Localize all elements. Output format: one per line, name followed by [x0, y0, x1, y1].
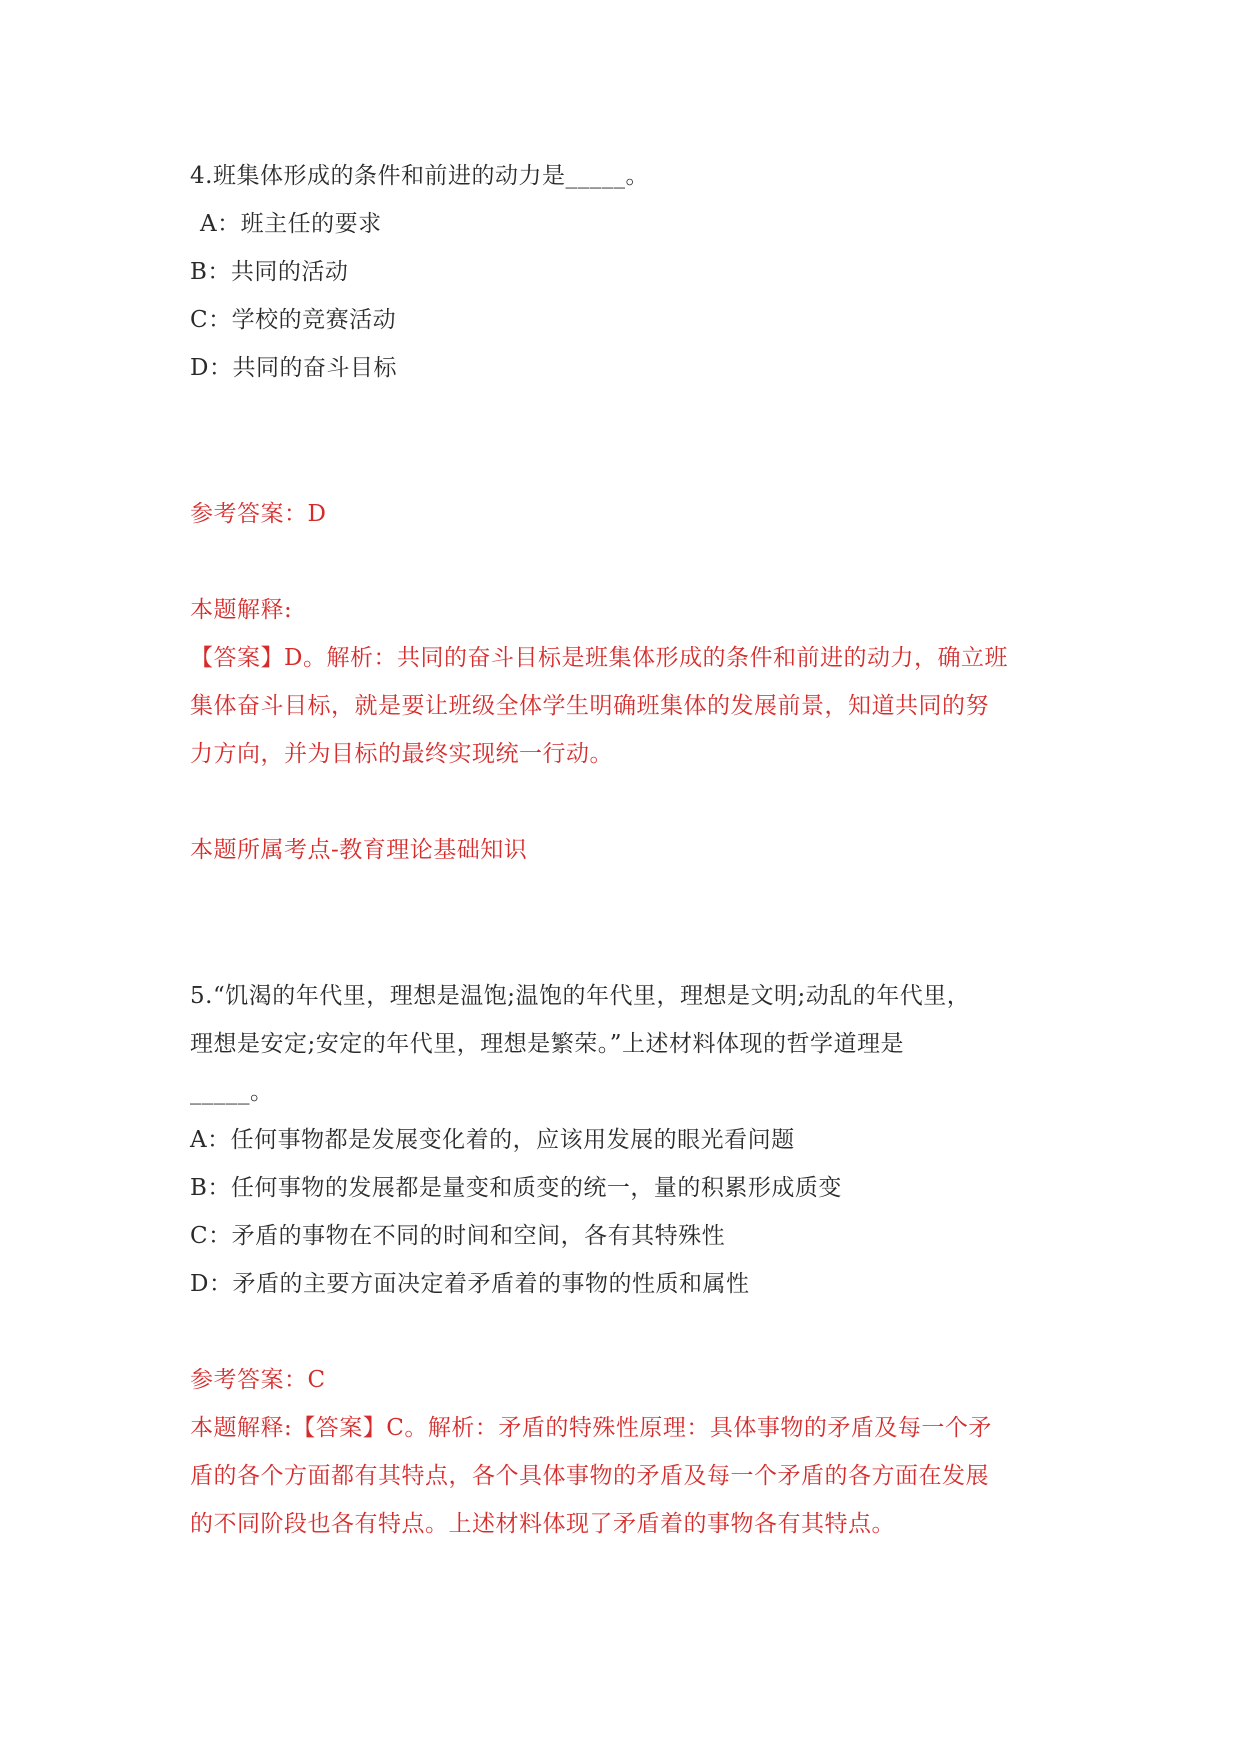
- q5-explanation-line-2: 盾的各个方面都有其特点，各个具体事物的矛盾及每一个矛盾的各方面在发展: [190, 1463, 989, 1489]
- q4-option-a: A：班主任的要求: [200, 211, 382, 237]
- q4-option-d: D：共同的奋斗目标: [190, 355, 397, 381]
- q5-stem-line-2: 理想是安定;安定的年代里，理想是繁荣。”上述材料体现的哲学道理是: [190, 1031, 905, 1057]
- q5-option-a: A：任何事物都是发展变化着的，应该用发展的眼光看问题: [190, 1127, 795, 1153]
- q5-explanation-line-3: 的不同阶段也各有特点。上述材料体现了矛盾着的事物各有其特点。: [190, 1511, 895, 1537]
- q5-stem-line-3: _____。: [190, 1079, 274, 1105]
- q4-explanation-line-1: 【答案】D。解析：共同的奋斗目标是班集体形成的条件和前进的动力，确立班: [190, 645, 1008, 671]
- q4-option-c: C：学校的竞赛活动: [190, 307, 397, 333]
- q4-explanation-label: 本题解释:: [190, 597, 293, 623]
- q4-topic: 本题所属考点-教育理论基础知识: [190, 837, 528, 863]
- q4-answer: 参考答案：D: [190, 501, 327, 527]
- q5-option-d: D：矛盾的主要方面决定着矛盾着的事物的性质和属性: [190, 1271, 750, 1297]
- q5-option-b: B：任何事物的发展都是量变和质变的统一，量的积累形成质变: [190, 1175, 842, 1201]
- q4-option-b: B：共同的活动: [190, 259, 349, 285]
- q5-answer: 参考答案：C: [190, 1367, 326, 1393]
- q4-explanation-line-2: 集体奋斗目标，就是要让班级全体学生明确班集体的发展前景，知道共同的努: [190, 693, 989, 719]
- q5-option-c: C：矛盾的事物在不同的时间和空间，各有其特殊性: [190, 1223, 726, 1249]
- q5-stem-line-1: 5.“饥渴的年代里，理想是温饱;温饱的年代里，理想是文明;动乱的年代里，: [190, 983, 971, 1009]
- q4-explanation-line-3: 力方向，并为目标的最终实现统一行动。: [190, 741, 613, 767]
- q5-explanation-line-1: 本题解释:【答案】C。解析：矛盾的特殊性原理：具体事物的矛盾及每一个矛: [190, 1415, 992, 1441]
- q4-stem: 4.班集体形成的条件和前进的动力是_____。: [190, 163, 649, 189]
